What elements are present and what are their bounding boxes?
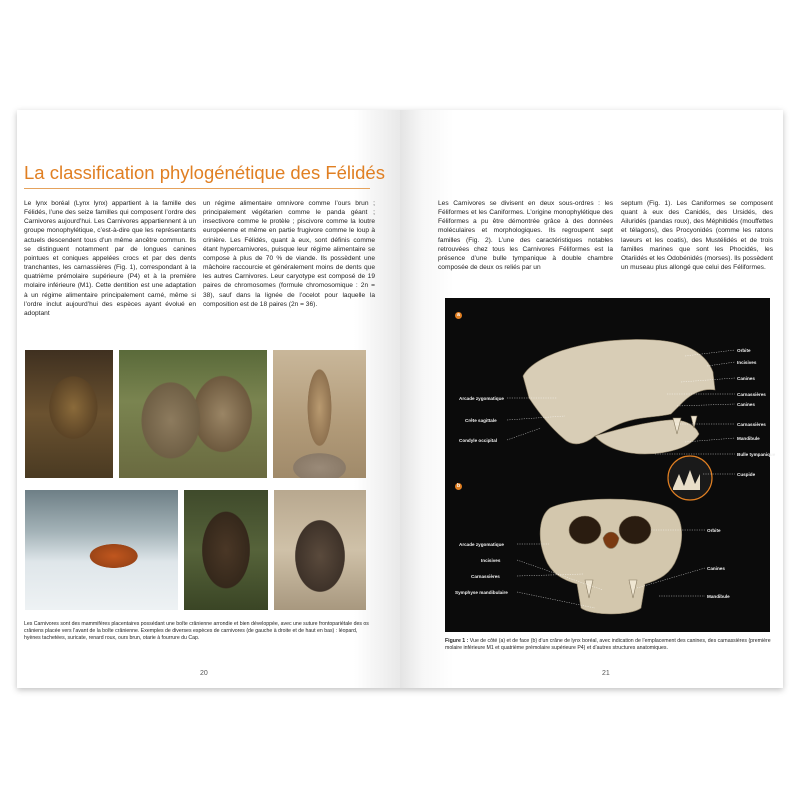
label-carnassieres-b: Carnassières bbox=[471, 574, 500, 579]
label-crete-sagittale: Crête sagittale bbox=[465, 418, 497, 423]
label-symphyse-mandibulaire: Symphyse mandibulaire bbox=[455, 590, 508, 595]
title-rule bbox=[24, 188, 370, 189]
label-mandibule-a: Mandibule bbox=[737, 436, 760, 441]
skull-front-view bbox=[540, 499, 682, 614]
label-canines-a2: Canines bbox=[737, 402, 755, 407]
view-a-badge: a bbox=[455, 312, 462, 319]
label-canines-b: Canines bbox=[707, 566, 725, 571]
label-condyle-occipital: Condyle occipital bbox=[459, 438, 498, 443]
skull-illustration bbox=[445, 298, 770, 632]
left-page bbox=[17, 110, 400, 688]
label-carnassieres-a2: Carnassières bbox=[737, 422, 766, 427]
right-column-1 bbox=[438, 199, 613, 272]
right-page bbox=[400, 110, 783, 688]
label-canines-a1: Canines bbox=[737, 376, 755, 381]
figure-caption-label: Figure 1 : bbox=[445, 638, 469, 644]
figure-caption bbox=[445, 638, 775, 652]
photos-caption: Les Carnivores sont des mammifères placentaires possédant une boîte crânienne arrondie et bien développée, avec une suture frontopariétale des os crâniens placée vers l’avant de la boîte crânienne. Exemples de diverses espèces de carnivores (de gauche à droite et de haut en bas) : léopard, hyènes tachetées, suricate, renard roux, ours brun, otarie à fourrure du Cap. bbox=[24, 621, 369, 642]
label-incisives-b: Incisives bbox=[481, 558, 501, 563]
skull-side-view bbox=[523, 339, 715, 454]
right-column-2 bbox=[621, 199, 773, 272]
open-book bbox=[17, 110, 783, 688]
leopard-photo bbox=[25, 350, 113, 478]
label-orbite-a: Orbite bbox=[737, 348, 751, 353]
right-col2-text: septum (Fig. 1). Les Caniformes se composent quant à eux des Canidés, des Ursidés, des Ailuridés (pandas roux), des Méphitidés (mouffettes et télagons), des Procyonidés (comme les ratons laveurs et les coatis), des Mustélidés et de trois familles marines que sont les Phocidés, les Otariidés et les Odobénidés (morses). Ils possèdent un museau plus allongé que celui des Féliformes. bbox=[621, 200, 773, 272]
label-mandibule-b: Mandibule bbox=[707, 594, 730, 599]
right-col1-text: Les Carnivores se divisent en deux sous-ordres : les Féliformes et les Caniformes. L’origine monophylétique des Féliformes a pu être démontrée grâce à des données moléculaires et morphologiques. Ils regroupent sept familles (Fig. 2). L’une des caractéristiques notables retrouvées chez tous les Carnivores Féliformes est la présence d’une bulle tympanique à double chambre composée de deux os reliés par un bbox=[438, 200, 613, 272]
view-b-badge: b bbox=[456, 483, 461, 489]
label-incisives-a: Incisives bbox=[737, 360, 757, 365]
brown-bear-photo bbox=[184, 490, 268, 610]
figure-caption-text: Vue de côté (a) et de face (b) d’un crâne de lynx boréal, avec indication de l’emplacement des canines, des carnassières (première molaire inférieure M1 et quatrième prémolaire supérieure P4) et d’autres structures anatomiques. bbox=[445, 638, 771, 651]
hyenas-photo bbox=[119, 350, 267, 478]
page-number-left: 20 bbox=[200, 670, 208, 677]
page-number-right: 21 bbox=[602, 670, 610, 677]
label-bulle-tympanique: Bulle tympanique bbox=[737, 452, 776, 457]
label-arcade-zygomatique-b: Arcade zygomatique bbox=[459, 542, 504, 547]
lynx-skull-figure bbox=[445, 298, 776, 632]
label-cuspide: Cuspide bbox=[737, 472, 756, 477]
red-fox-photo bbox=[25, 490, 178, 610]
label-orbite-b: Orbite bbox=[707, 528, 721, 533]
label-carnassieres-a1: Carnassières bbox=[737, 392, 766, 397]
left-column-2 bbox=[203, 199, 375, 309]
left-col1-text: Le lynx boréal (Lynx lynx) appartient à la famille des Félidés, l’une des seize familles qui composent l’ordre des Carnivores aujourd’hui. Les Carnivores appartiennent à un groupe monophylétique, c’est-à-dire que les représentants actuels descendent tous d’un même ancêtre commun. Ils se distinguent notamment par de longues canines pointues et coniques appelées crocs et par des dents tranchantes, les carnassières (Fig. 1), correspondant à la quatrième prémolaire supérieure (P4) et à la première molaire inférieure (M1). Cette dentition est une adaptation à un régime alimentaire principalement carné, même si l’ordre inclut aujourd’hui des espèces ayant évolué en adoptant bbox=[24, 200, 196, 317]
label-arcade-zygomatique-a: Arcade zygomatique bbox=[459, 396, 504, 401]
left-col2-text: un régime alimentaire omnivore comme l’ours brun ; principalement végétarien comme le panda géant ; insectivore comme le protèle ; piscivore comme la loutre européenne et même en partie frugivore comme le loup à crinière. Les Félidés, quant à eux, sont définis comme étant hypercarnivores, puisque leur régime alimentaire se compose à plus de 70 % de viande. Ils possèdent une mâchoire raccourcie et généralement moins de dents que les autres Carnivores. Leur caryotype est composé de 19 paires de chromosomes (formule chromosomique : 2n = 38), sauf dans la lignée de l’ocelot pour laquelle la composition est de 18 paires (2n = 36). bbox=[203, 200, 375, 308]
fur-seal-photo bbox=[274, 490, 366, 610]
left-column-1 bbox=[24, 199, 196, 318]
meerkat-photo bbox=[273, 350, 366, 478]
page-title: La classification phylogénétique des Félidés bbox=[24, 162, 385, 183]
